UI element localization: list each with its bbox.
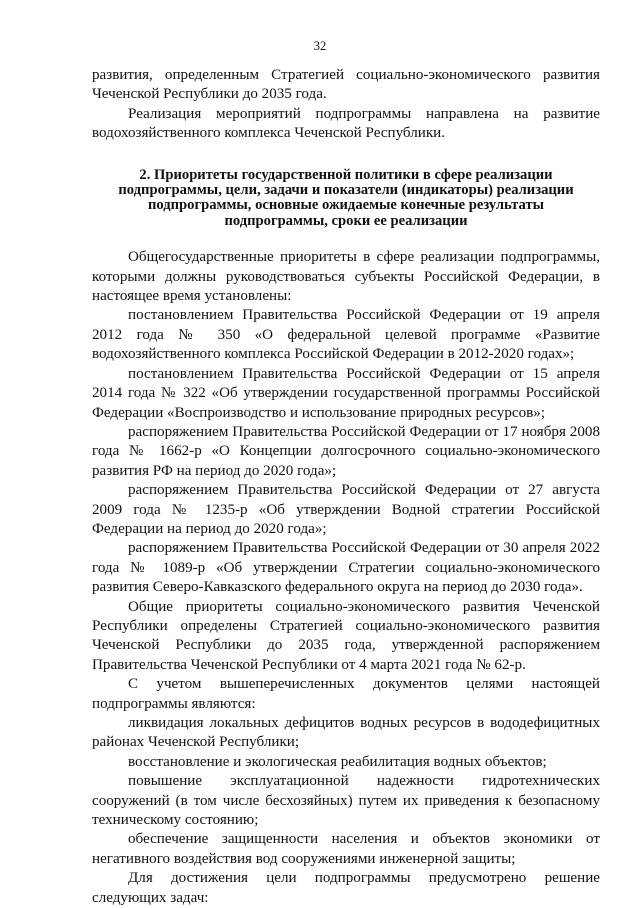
- list-item-order-1662: распоряжением Правительства Российской Федерации от 17 ноября 2008 года № 1662-р «О Концепции долгосрочного социально-экономического развития РФ на период до 2020 года»;: [92, 423, 600, 479]
- list-item-order-1235: распоряжением Правительства Российской Федерации от 27 августа 2009 года № 1235-р «Об утверждении Водной стратегии Российской Федерации на период до 2020 года»;: [92, 482, 600, 537]
- list-item-decree-322: постановлением Правительства Российской Федерации от 15 апреля 2014 года № 322 «Об утверждении государственной программы Российской Федерации «Воспроизводство и использование природных ресурсов»;: [92, 365, 600, 421]
- page-number: 32: [313, 39, 327, 53]
- list-item-order-1089: распоряжением Правительства Российской Федерации от 30 апреля 2022 года № 1089-р «Об утверждении Стратегии социально-экономического развития Северо-Кавказского федерального округа на период до 2030 года».: [92, 540, 600, 596]
- heading-line-3: подпрограммы, основные ожидаемые конечные результаты: [147, 197, 545, 214]
- list-item-decree-350: постановлением Правительства Российской Федерации от 19 апреля 2012 года № 350 «О федеральной целевой программе «Развитие водохозяйственного комплекса Российской Федерации в 2012-2020 годах»;: [92, 307, 600, 363]
- paragraph-general-priorities: Общие приоритеты социально-экономического развития Чеченской Республики определены Стратегией социально-экономического развития Чеченской Республики до 2035 года, утвержденной распоряжением Правительства Чеченской Республики от 4 марта 2021 года № 62-р.: [92, 598, 600, 673]
- list-item-goal-reliability: повышение эксплуатационной надежности гидротехнических сооружений (в том числе бесхозяйных) путем их приведения к безопасному техническому состоянию;: [92, 773, 600, 829]
- paragraph-implementation: Реализация мероприятий подпрограммы направлена на развитие водохозяйственного комплекса Чеченской Республики.: [92, 105, 600, 142]
- heading-line-2: подпрограммы, цели, задачи и показатели (индикаторы) реализации: [118, 182, 574, 199]
- list-item-goal-deficits: ликвидация локальных дефицитов водных ресурсов в вододефицитных районах Чеченской Республики;: [92, 715, 600, 751]
- heading-line-4: подпрограммы, сроки ее реализации: [224, 212, 468, 229]
- spacer: [92, 229, 600, 248]
- paragraph-tasks-intro: Для достижения цели подпрограммы предусмотрено решение следующих задач:: [92, 870, 600, 906]
- list-item-goal-restoration: восстановление и экологическая реабилитация водных объектов;: [128, 753, 547, 770]
- paragraph-goals-intro: С учетом вышеперечисленных документов целями настоящей подпрограммы являются:: [92, 676, 600, 712]
- spacer: [92, 144, 600, 168]
- paragraph-continuation: развития, определенным Стратегией социально-экономического развития Чеченской Республики до 2035 года.: [92, 67, 600, 103]
- section-heading: [92, 168, 600, 230]
- heading-line-1: 2. Приоритеты государственной политики в сфере реализации: [139, 166, 553, 183]
- paragraph-priorities: Общегосударственные приоритеты в сфере реализации подпрограммы, которыми должны руководствоваться субъекты Российской Федерации, в настоящее время установлены:: [92, 249, 600, 305]
- document-body: [92, 66, 600, 908]
- list-item-goal-protection: обеспечение защищенности населения и объектов экономики от негативного воздействия вод сооружениями инженерной защиты;: [92, 831, 600, 867]
